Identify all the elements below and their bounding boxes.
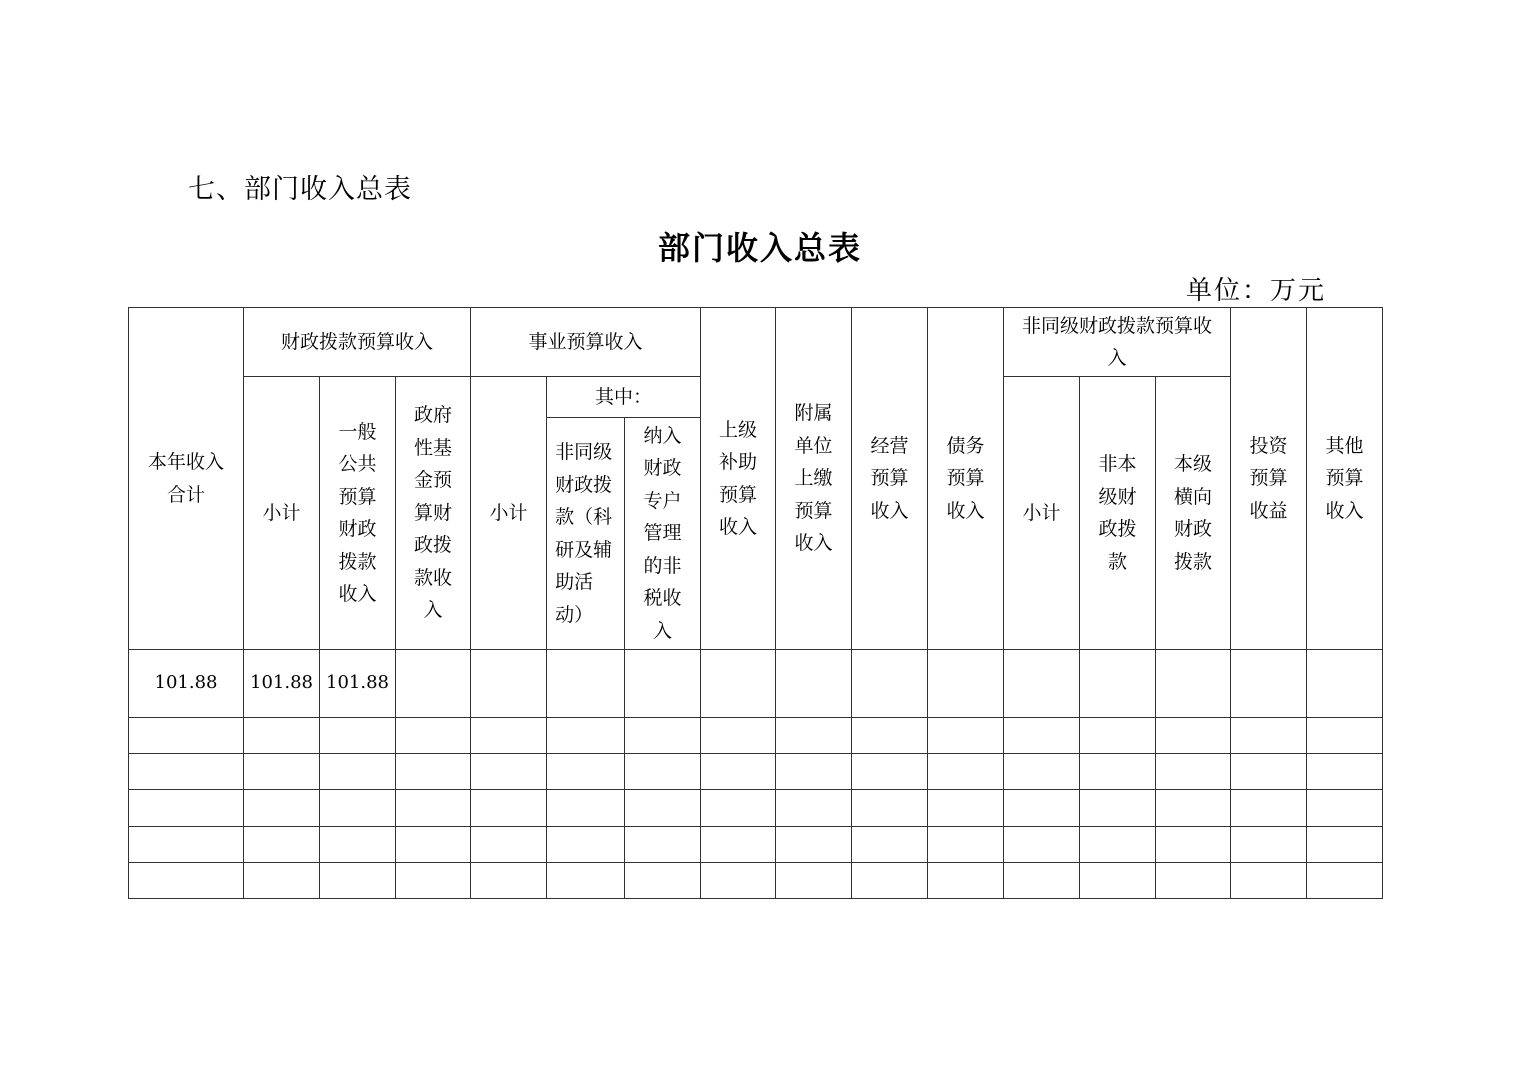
table-cell <box>1080 827 1156 863</box>
table-cell <box>471 790 547 827</box>
table-cell <box>1004 650 1080 718</box>
table-cell <box>320 754 396 790</box>
table-cell <box>547 718 625 754</box>
table-row <box>129 790 1383 827</box>
header-nontax: 纳入财政专户管理的非税收入 <box>625 418 701 650</box>
table-cell <box>701 650 776 718</box>
section-heading: 七、部门收入总表 <box>188 174 412 205</box>
table-cell <box>1231 790 1307 827</box>
table-cell <box>928 718 1004 754</box>
table-cell <box>1156 790 1231 827</box>
cell-fiscal-general: 101.88 <box>320 650 396 718</box>
table-cell <box>1307 718 1383 754</box>
header-nonlevel-nonbase: 非本级财政拨款 <box>1080 377 1156 650</box>
table-cell <box>928 863 1004 899</box>
cell-fiscal-subtotal: 101.88 <box>244 650 320 718</box>
table-row <box>129 718 1383 754</box>
table-cell <box>701 754 776 790</box>
header-business-subtotal: 小计 <box>471 377 547 650</box>
header-superior-subsidy: 上级补助预算收入 <box>701 308 776 650</box>
table-cell <box>1307 790 1383 827</box>
table-cell <box>396 718 471 754</box>
table-cell <box>396 827 471 863</box>
table-cell <box>701 718 776 754</box>
table-cell <box>320 827 396 863</box>
table-cell <box>547 754 625 790</box>
table-cell <box>1080 754 1156 790</box>
cell-total: 101.88 <box>129 650 244 718</box>
table-cell <box>1080 863 1156 899</box>
table-cell <box>1004 863 1080 899</box>
table-cell <box>1307 863 1383 899</box>
table-cell <box>1231 827 1307 863</box>
header-other: 其他预算收入 <box>1307 308 1383 650</box>
table-cell <box>852 827 928 863</box>
table-cell <box>547 863 625 899</box>
header-nonlevel-subtotal: 小计 <box>1004 377 1080 650</box>
table-cell <box>471 754 547 790</box>
table-cell <box>1080 718 1156 754</box>
table-cell <box>625 863 701 899</box>
header-total-income: 本年收入合计 <box>129 308 244 650</box>
table-cell <box>928 754 1004 790</box>
table-cell <box>320 863 396 899</box>
header-of-which: 其中： <box>547 377 701 418</box>
table-cell <box>852 650 928 718</box>
table-cell <box>320 718 396 754</box>
table-cell <box>852 790 928 827</box>
table-cell <box>1080 790 1156 827</box>
header-fiscal-general: 一般公共预算财政拨款收入 <box>320 377 396 650</box>
table-cell <box>396 650 471 718</box>
table-cell <box>776 827 852 863</box>
table-cell <box>320 790 396 827</box>
table-cell <box>129 863 244 899</box>
table-cell <box>1156 650 1231 718</box>
document-title: 部门收入总表 <box>657 229 862 267</box>
table-cell <box>547 827 625 863</box>
header-fiscal-subtotal: 小计 <box>244 377 320 650</box>
table-cell <box>928 827 1004 863</box>
table-cell <box>471 718 547 754</box>
income-summary-table <box>128 307 1383 899</box>
header-affiliated: 附属单位上缴预算收入 <box>776 308 852 650</box>
table-cell <box>1156 863 1231 899</box>
table-cell <box>1307 827 1383 863</box>
table-row <box>129 827 1383 863</box>
header-fiscal-group: 财政拨款预算收入 <box>244 308 471 377</box>
table-cell <box>776 650 852 718</box>
table-cell <box>244 754 320 790</box>
table-cell <box>396 790 471 827</box>
header-nonlevel-group: 非同级财政拨款预算收入 <box>1004 308 1231 377</box>
table-cell <box>776 718 852 754</box>
table-cell <box>1307 754 1383 790</box>
table-cell <box>852 754 928 790</box>
table-cell <box>928 650 1004 718</box>
header-investment: 投资预算收益 <box>1231 308 1307 650</box>
table-row <box>129 863 1383 899</box>
table-cell <box>471 863 547 899</box>
table-cell <box>625 754 701 790</box>
table-cell <box>129 790 244 827</box>
table-cell <box>1080 650 1156 718</box>
table-cell <box>852 863 928 899</box>
table-cell <box>852 718 928 754</box>
header-nonlevel-horizontal: 本级横向财政拨款 <box>1156 377 1231 650</box>
table-cell <box>1231 754 1307 790</box>
header-nonlevel-research: 非同级财政拨款（科研及辅助活动） <box>547 418 625 650</box>
table-cell <box>625 650 701 718</box>
table-cell <box>1231 863 1307 899</box>
table-cell <box>1156 827 1231 863</box>
table-cell <box>1004 827 1080 863</box>
table-cell <box>396 863 471 899</box>
table-cell <box>701 863 776 899</box>
header-row-1 <box>129 308 1383 377</box>
table-cell <box>1307 650 1383 718</box>
table-cell <box>244 718 320 754</box>
table-cell <box>928 790 1004 827</box>
table-cell <box>547 790 625 827</box>
table-cell <box>1004 718 1080 754</box>
table-row <box>129 650 1383 718</box>
header-operating: 经营预算收入 <box>852 308 928 650</box>
table-cell <box>244 827 320 863</box>
table-cell <box>1231 718 1307 754</box>
table-cell <box>129 827 244 863</box>
table-cell <box>547 650 625 718</box>
table-cell <box>701 790 776 827</box>
table-cell <box>701 827 776 863</box>
header-fiscal-fund: 政府性基金预算财政拨款收入 <box>396 377 471 650</box>
table-cell <box>625 790 701 827</box>
table-cell <box>1231 650 1307 718</box>
table-cell <box>471 650 547 718</box>
table-cell <box>1156 718 1231 754</box>
table-cell <box>776 754 852 790</box>
table-cell <box>1004 790 1080 827</box>
unit-label: 单位：万元 <box>1186 276 1327 306</box>
table-cell <box>625 718 701 754</box>
table-cell <box>244 790 320 827</box>
table-cell <box>471 827 547 863</box>
table-cell <box>1156 754 1231 790</box>
header-debt: 债务预算收入 <box>928 308 1004 650</box>
table-cell <box>396 754 471 790</box>
table-cell <box>776 790 852 827</box>
table-cell <box>129 754 244 790</box>
table-cell <box>244 863 320 899</box>
table-cell <box>129 718 244 754</box>
table-row <box>129 754 1383 790</box>
table-cell <box>1004 754 1080 790</box>
header-business-group: 事业预算收入 <box>471 308 701 377</box>
table-cell <box>776 863 852 899</box>
table-cell <box>625 827 701 863</box>
